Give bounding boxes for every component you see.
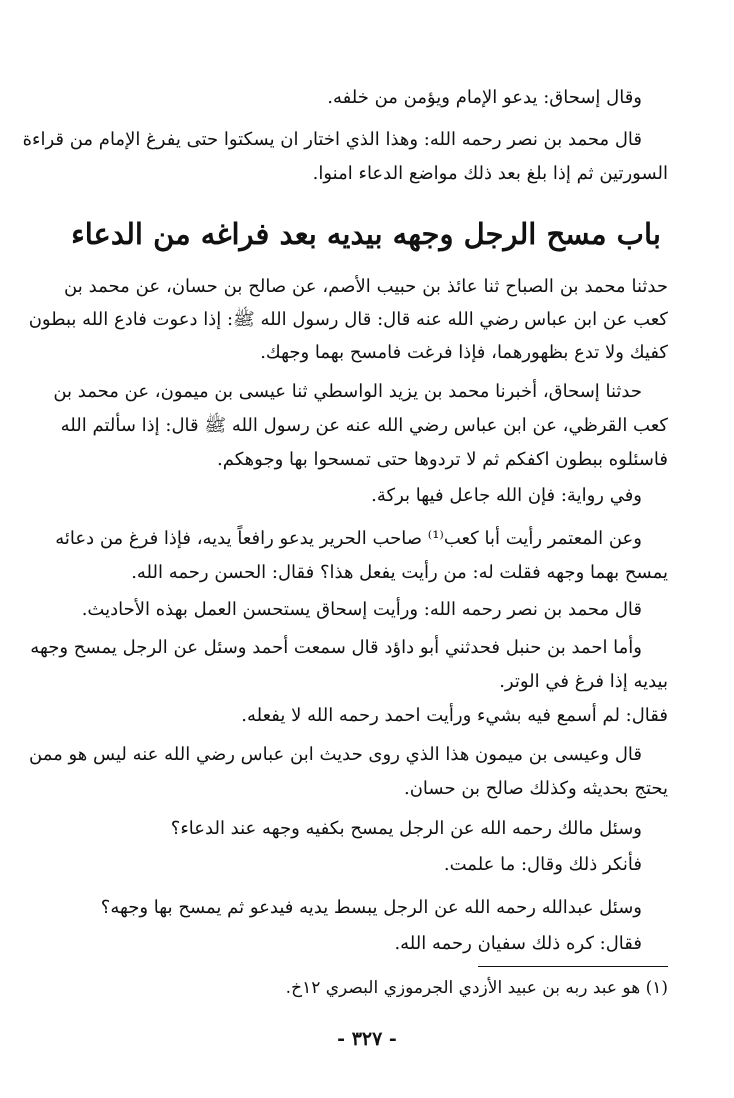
text-line: فأنكر ذلك وقال: ما علمت. [443,854,642,875]
footnote-divider [478,966,668,967]
text-line: يمسح بهما وجهه فقلت له: من رأيت يفعل هذا؟ فقال: الحسن رحمه الله. [131,562,668,583]
chapter-heading: باب مسح الرجل وجهه بيديه بعد فراغه من الدعاء [71,217,661,251]
text-line: وفي رواية: فإن الله جاعل فيها بركة. [371,485,642,506]
text-line: يحتج بحديثه وكذلك صالح بن حسان. [403,778,668,799]
text-line: قال محمد بن نصر رحمه الله: وهذا الذي اختار ان يسكتوا حتى يفرغ الإمام من قراءة [22,129,642,150]
text-line: فاسئلوه ببطون اكفكم ثم لا تردوها حتى تمسحوا بها وجوهكم. [217,449,668,470]
footnote: (١) هو عبد ربه بن عبيد الأزدي الجرموزي البصري ١٢خ. [285,978,668,998]
text-line: قال وعيسى بن ميمون هذا الذي روى حديث ابن عباس رضي الله عنه ليس هو ممن [29,744,642,765]
text-line: بيديه إذا فرغ في الوتر. [499,671,668,692]
text-line: حدثنا محمد بن الصباح ثنا عائذ بن حبيب الأصم، عن صالح بن حسان، عن محمد بن [64,276,668,297]
text-line: وسئل مالك رحمه الله عن الرجل يمسح بكفيه وجهه عند الدعاء؟ [170,818,642,839]
text-line: وعن المعتمر رأيت أبا كعب⁽¹⁾ صاحب الحرير يدعو رافعاً يديه، فإذا فرغ من دعائه [55,528,642,549]
text-line: وأما احمد بن حنبل فحدثني أبو داؤد قال سمعت أحمد وسئل عن الرجل يمسح وجهه [30,637,642,658]
text-line: كفيك ولا تدع بظهورهما، فإذا فرغت فامسح بهما وجهك. [260,342,668,363]
text-line: كعب القرظي، عن ابن عباس رضي الله عنه عن رسول الله ﷺ قال: إذا سألتم الله [60,415,668,436]
text-line: حدثنا إسحاق، أخبرنا محمد بن يزيد الواسطي ثنا عيسى بن ميمون، عن محمد بن [53,381,642,402]
text-line: فقال: كره ذلك سفيان رحمه الله. [394,933,642,954]
text-line: قال محمد بن نصر رحمه الله: ورأيت إسحاق يستحسن العمل بهذه الأحاديث. [81,599,642,620]
text-line: وسئل عبدالله رحمه الله عن الرجل يبسط يديه فيدعو ثم يمسح بها وجهه؟ [100,897,642,918]
text-line: كعب عن ابن عباس رضي الله عنه قال: قال رسول الله ﷺ: إذا دعوت فادع الله ببطون [28,309,668,330]
text-line: فقال: لم أسمع فيه بشيء ورأيت احمد رحمه الله لا يفعله. [241,705,668,726]
text-line: وقال إسحاق: يدعو الإمام ويؤمن من خلفه. [327,87,642,108]
page-number: - ٣٢٧ - [337,1028,397,1050]
text-line: السورتين ثم إذا بلغ بعد ذلك مواضع الدعاء امنوا. [312,163,668,184]
